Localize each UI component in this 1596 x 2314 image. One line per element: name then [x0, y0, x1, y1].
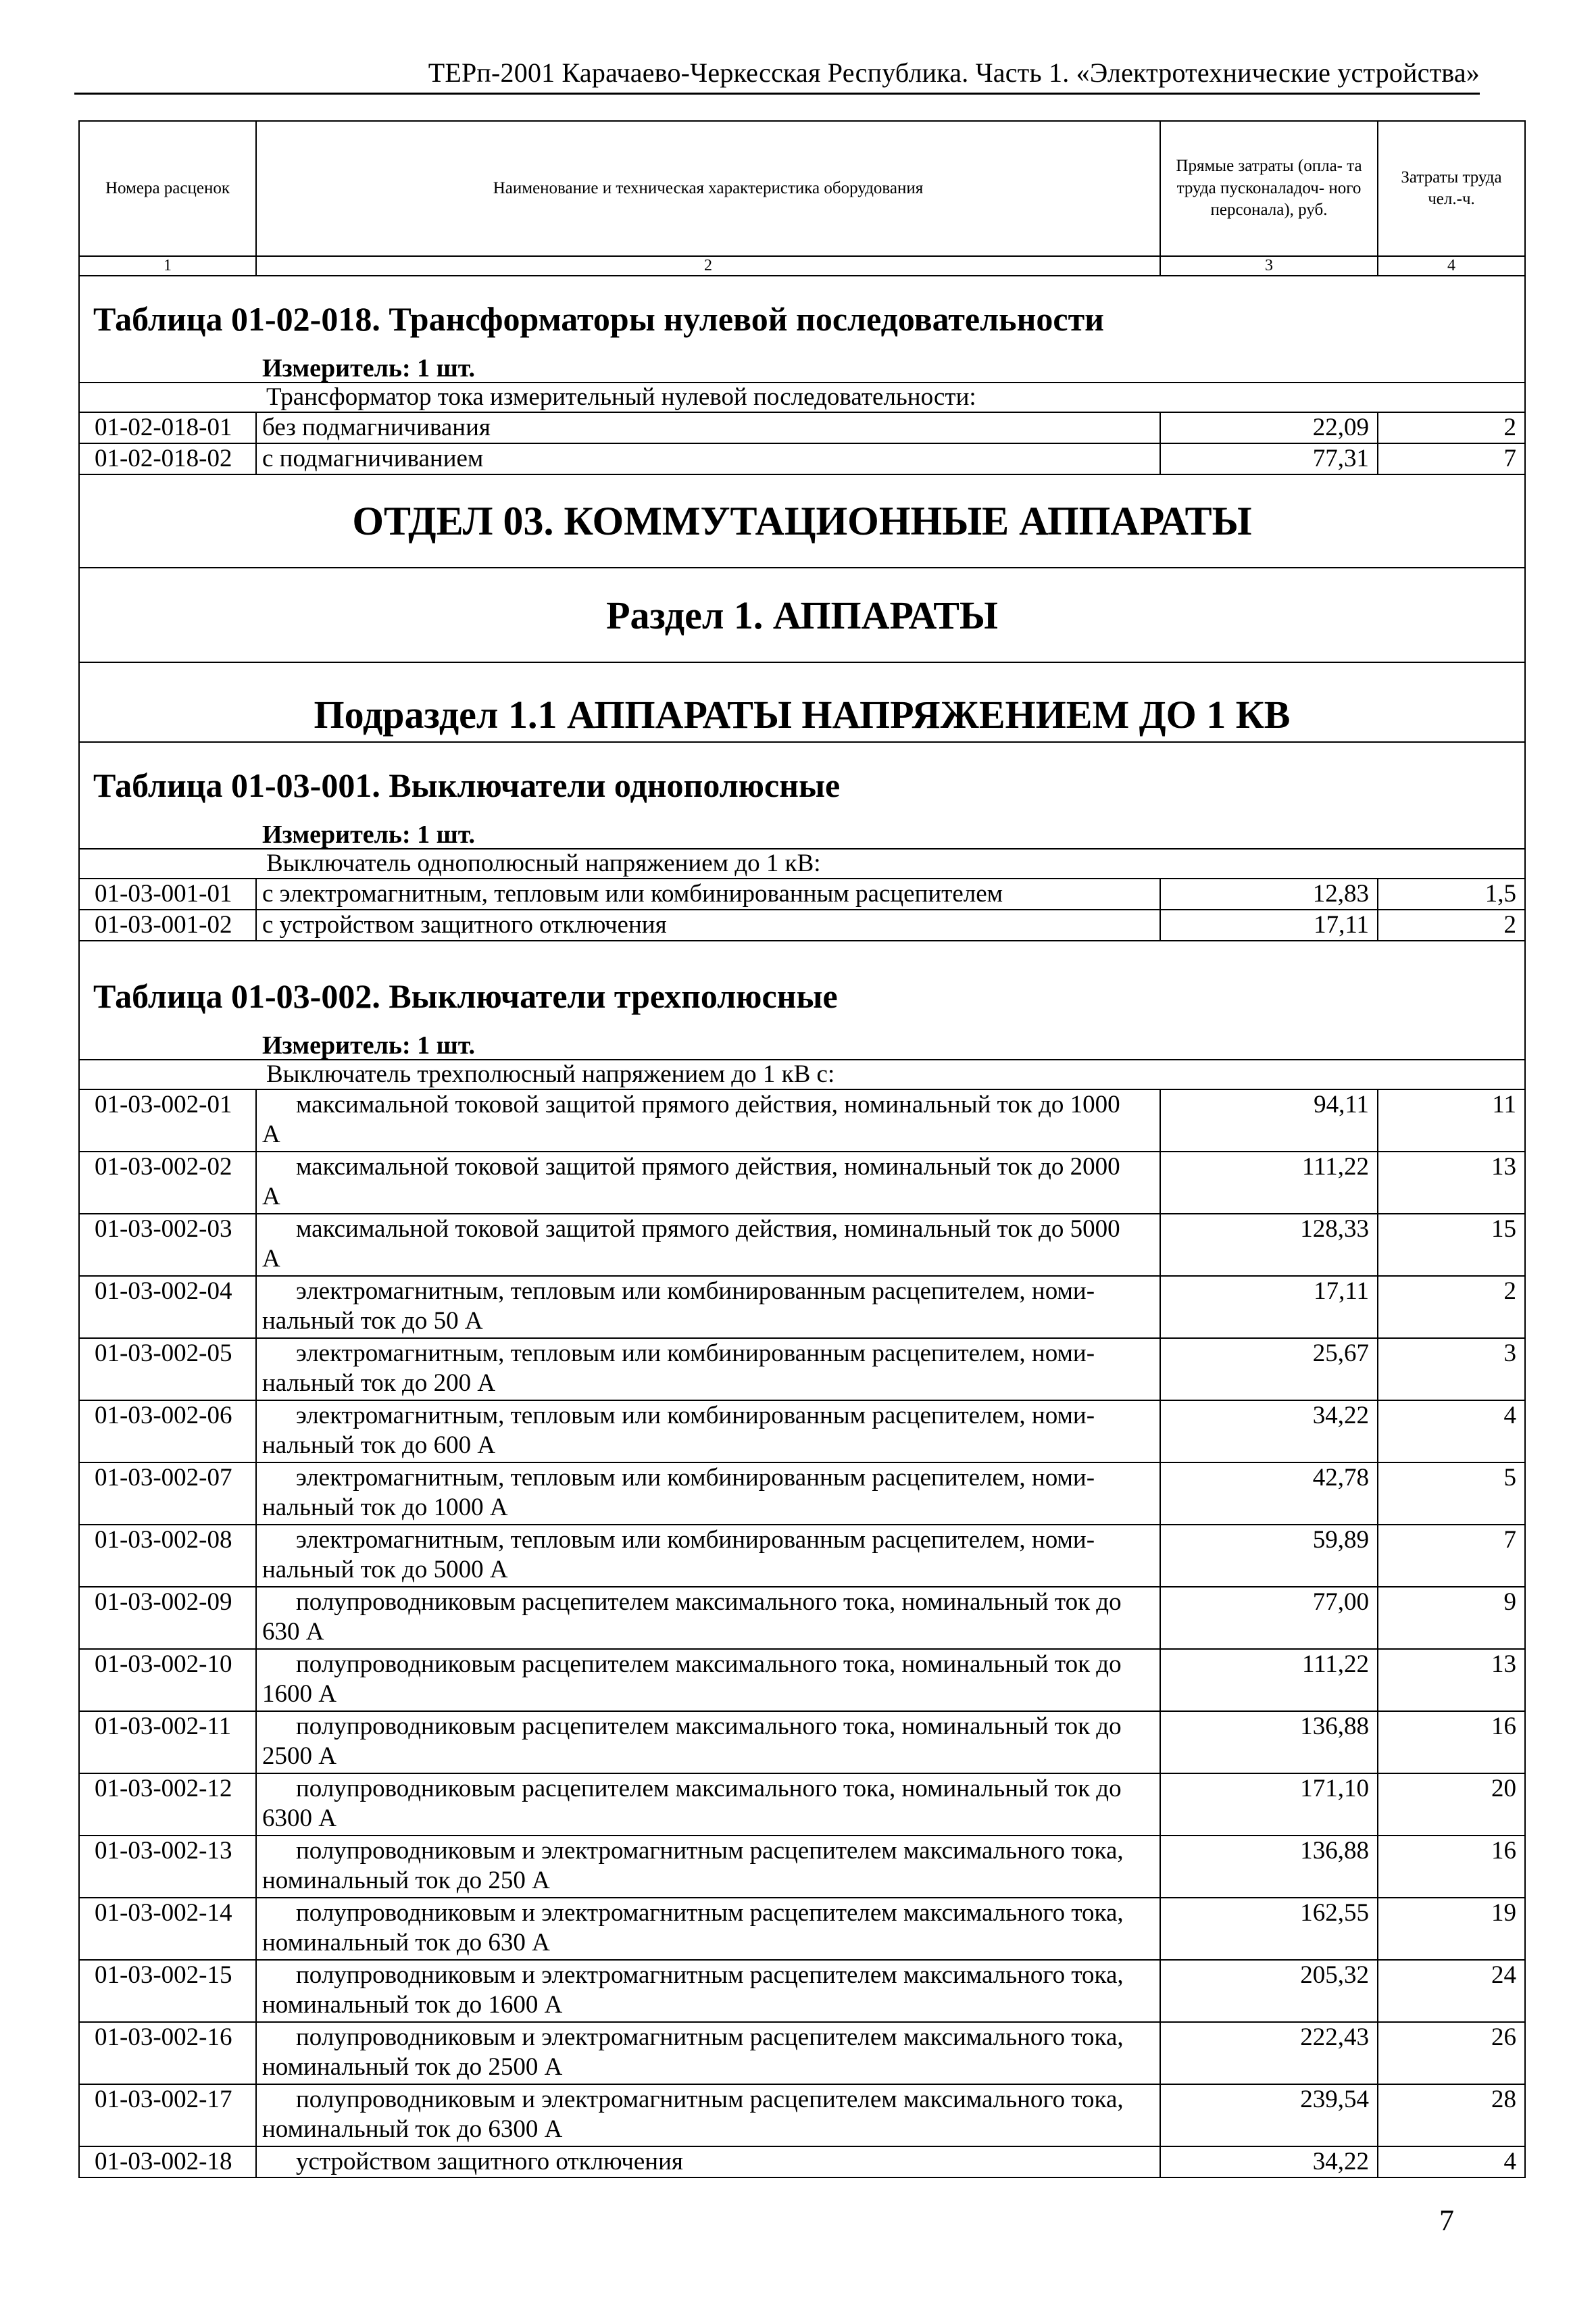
rate-name-line1: полупроводниковым и электромагнитным расцепителем максимального тока, — [296, 1899, 1124, 1927]
table-row — [79, 1711, 1525, 1773]
rate-name-line2: номинальный ток до 6300 А — [262, 2115, 563, 2143]
page-number: 7 — [1439, 2204, 1454, 2237]
col-num-3: 3 — [1160, 256, 1378, 276]
rate-name-line2: нальный ток до 5000 А — [262, 1556, 508, 1583]
rate-name-line2: нальный ток до 200 А — [262, 1369, 496, 1397]
table-row — [79, 1338, 1525, 1400]
rate-cost: 205,32 — [1160, 1960, 1378, 2022]
rate-name-line1: полупроводниковым расцепителем максимального тока, номинальный ток до — [296, 1775, 1122, 1802]
subsection-heading-row — [79, 662, 1525, 742]
subsection-heading: Подраздел 1.1 АППАРАТЫ НАПРЯЖЕНИЕМ ДО 1 КВ — [79, 662, 1525, 742]
col-num-2: 2 — [256, 256, 1160, 276]
rate-name — [256, 1400, 1160, 1462]
rate-name-line1: максимальной токовой защитой прямого действия, номинальный ток до 1000 — [296, 1091, 1120, 1118]
rate-name — [256, 1836, 1160, 1898]
table-row — [79, 879, 1525, 910]
rate-name-line1: устройством защитного отключения — [296, 2148, 683, 2175]
measure-unit: Измеритель: 1 шт. — [262, 354, 476, 383]
col-num-4: 4 — [1378, 256, 1525, 276]
rate-name — [256, 1214, 1160, 1276]
rate-code: 01-03-002-11 — [79, 1711, 256, 1773]
table-row — [79, 412, 1525, 443]
rate-name-line1: полупроводниковым расцепителем максимального тока, номинальный ток до — [296, 1650, 1122, 1678]
rate-name-line2: А — [262, 1183, 280, 1210]
rate-name-line2: нальный ток до 1000 А — [262, 1494, 508, 1521]
rate-cost: 22,09 — [1160, 412, 1378, 443]
rate-code: 01-03-002-06 — [79, 1400, 256, 1462]
table-row — [79, 1152, 1525, 1214]
rate-labor: 28 — [1378, 2084, 1525, 2146]
col-num-1: 1 — [79, 256, 256, 276]
rate-cost: 136,88 — [1160, 1836, 1378, 1898]
rate-name: с электромагнитным, тепловым или комбинированным расцепителем — [256, 879, 1160, 910]
rate-code: 01-03-002-02 — [79, 1152, 256, 1214]
measure-unit: Измеритель: 1 шт. — [262, 1031, 476, 1060]
rate-code: 01-03-002-17 — [79, 2084, 256, 2146]
rate-labor: 13 — [1378, 1152, 1525, 1214]
table-row — [79, 2146, 1525, 2177]
table-row — [79, 1773, 1525, 1836]
rate-name — [256, 1276, 1160, 1338]
rate-code: 01-03-002-13 — [79, 1836, 256, 1898]
group-row — [79, 383, 1525, 412]
rate-code: 01-03-002-15 — [79, 1960, 256, 2022]
rate-code: 01-03-002-07 — [79, 1462, 256, 1525]
section-heading-row — [79, 568, 1525, 662]
rate-code: 01-03-001-02 — [79, 910, 256, 941]
rate-cost: 128,33 — [1160, 1214, 1378, 1276]
table-row — [79, 2022, 1525, 2084]
table-row — [79, 1898, 1525, 1960]
table-row — [79, 1836, 1525, 1898]
rate-cost: 17,11 — [1160, 910, 1378, 941]
rate-labor: 24 — [1378, 1960, 1525, 2022]
rate-cost: 222,43 — [1160, 2022, 1378, 2084]
rate-name-line2: нальный ток до 50 А — [262, 1307, 483, 1335]
rate-cost: 239,54 — [1160, 2084, 1378, 2146]
rate-name — [256, 2146, 1160, 2177]
rate-name-line2: 1600 А — [262, 1680, 336, 1708]
rate-name-line1: полупроводниковым и электромагнитным расцепителем максимального тока, — [296, 2086, 1124, 2113]
department-heading-row — [79, 474, 1525, 568]
rate-labor: 9 — [1378, 1587, 1525, 1649]
rate-code: 01-03-002-03 — [79, 1214, 256, 1276]
rate-name-line1: полупроводниковым и электромагнитным расцепителем максимального тока, — [296, 2023, 1124, 2051]
rate-name-line2: номинальный ток до 250 А — [262, 1867, 550, 1894]
rate-labor: 11 — [1378, 1089, 1525, 1152]
rate-code: 01-03-002-16 — [79, 2022, 256, 2084]
group-label: Трансформатор тока измерительный нулевой последовательности: — [79, 383, 1525, 412]
measure-row — [79, 355, 1525, 383]
rate-code: 01-03-002-18 — [79, 2146, 256, 2177]
rate-code: 01-03-002-04 — [79, 1276, 256, 1338]
rate-name-line2: номинальный ток до 2500 А — [262, 2053, 563, 2081]
rate-labor: 15 — [1378, 1214, 1525, 1276]
table-row — [79, 1960, 1525, 2022]
rate-code: 01-03-002-14 — [79, 1898, 256, 1960]
rate-labor: 5 — [1378, 1462, 1525, 1525]
rate-cost: 136,88 — [1160, 1711, 1378, 1773]
rate-cost: 77,31 — [1160, 443, 1378, 474]
rate-labor: 20 — [1378, 1773, 1525, 1836]
rate-name-line2: А — [262, 1121, 280, 1148]
table-title-row — [79, 276, 1525, 355]
rate-code: 01-03-002-12 — [79, 1773, 256, 1836]
table-row — [79, 1649, 1525, 1711]
running-header: ТЕРп-2001 Карачаево-Черкесская Республика. Часть 1. «Электротехнические устройства» — [74, 57, 1480, 95]
column-header-row — [79, 121, 1525, 256]
rate-name-line1: электромагнитным, тепловым или комбинированным расцепителем, номи- — [296, 1339, 1095, 1367]
rate-name — [256, 2084, 1160, 2146]
measure-row — [79, 1032, 1525, 1060]
col-head-labor: Затраты труда чел.-ч. — [1378, 121, 1525, 256]
rate-cost: 171,10 — [1160, 1773, 1378, 1836]
rate-name — [256, 1649, 1160, 1711]
table-title-row — [79, 941, 1525, 1032]
table-title: Таблица 01-02-018. Трансформаторы нулевой последовательности — [79, 276, 1525, 355]
rate-code: 01-03-002-05 — [79, 1338, 256, 1400]
rate-name-line2: нальный ток до 600 А — [262, 1431, 496, 1459]
department-heading: ОТДЕЛ 03. КОММУТАЦИОННЫЕ АППАРАТЫ — [79, 474, 1525, 568]
rate-labor: 16 — [1378, 1711, 1525, 1773]
rate-name — [256, 1462, 1160, 1525]
rate-cost: 77,00 — [1160, 1587, 1378, 1649]
rate-labor: 2 — [1378, 1276, 1525, 1338]
rate-labor: 3 — [1378, 1338, 1525, 1400]
rate-labor: 26 — [1378, 2022, 1525, 2084]
rate-cost: 17,11 — [1160, 1276, 1378, 1338]
rate-name-line1: максимальной токовой защитой прямого действия, номинальный ток до 2000 — [296, 1153, 1120, 1181]
rate-labor: 4 — [1378, 1400, 1525, 1462]
rate-code: 01-03-002-09 — [79, 1587, 256, 1649]
rate-name: с подмагничиванием — [256, 443, 1160, 474]
rate-name — [256, 1898, 1160, 1960]
table-row — [79, 1400, 1525, 1462]
rate-labor: 7 — [1378, 1525, 1525, 1587]
table-row — [79, 1276, 1525, 1338]
rate-labor: 16 — [1378, 1836, 1525, 1898]
rate-labor: 1,5 — [1378, 879, 1525, 910]
rate-name-line1: максимальной токовой защитой прямого действия, номинальный ток до 5000 — [296, 1215, 1120, 1243]
rate-name — [256, 1152, 1160, 1214]
rate-labor: 13 — [1378, 1649, 1525, 1711]
table-row — [79, 443, 1525, 474]
rate-cost: 162,55 — [1160, 1898, 1378, 1960]
rate-name-line2: 630 А — [262, 1618, 324, 1646]
rate-labor: 7 — [1378, 443, 1525, 474]
rate-name-line2: А — [262, 1245, 280, 1273]
measure-unit: Измеритель: 1 шт. — [262, 820, 476, 849]
table-title: Таблица 01-03-001. Выключатели однополюсные — [79, 742, 1525, 821]
rate-name — [256, 1960, 1160, 2022]
rate-cost: 111,22 — [1160, 1152, 1378, 1214]
section-heading: Раздел 1. АППАРАТЫ — [79, 568, 1525, 662]
rate-name: с устройством защитного отключения — [256, 910, 1160, 941]
rate-name — [256, 2022, 1160, 2084]
group-row — [79, 849, 1525, 879]
rate-name-line2: 2500 А — [262, 1742, 336, 1770]
col-head-name: Наименование и техническая характеристика оборудования — [256, 121, 1160, 256]
rate-labor: 4 — [1378, 2146, 1525, 2177]
table-row — [79, 1214, 1525, 1276]
rate-code: 01-02-018-01 — [79, 412, 256, 443]
rate-name-line2: номинальный ток до 630 А — [262, 1929, 550, 1956]
rate-name — [256, 1089, 1160, 1152]
rate-name-line2: номинальный ток до 1600 А — [262, 1991, 563, 2019]
rate-cost: 111,22 — [1160, 1649, 1378, 1711]
price-table — [78, 120, 1526, 2178]
rate-name-line1: электромагнитным, тепловым или комбинированным расцепителем, номи- — [296, 1277, 1095, 1305]
table-title-row — [79, 742, 1525, 821]
rate-cost: 94,11 — [1160, 1089, 1378, 1152]
group-label: Выключатель трехполюсный напряжением до 1 кВ с: — [79, 1060, 1525, 1089]
table-row — [79, 1587, 1525, 1649]
measure-row — [79, 821, 1525, 849]
rate-name-line1: полупроводниковым и электромагнитным расцепителем максимального тока, — [296, 1961, 1124, 1989]
rate-name-line1: полупроводниковым расцепителем максимального тока, номинальный ток до — [296, 1588, 1122, 1616]
rate-cost: 42,78 — [1160, 1462, 1378, 1525]
rate-name-line1: полупроводниковым расцепителем максимального тока, номинальный ток до — [296, 1713, 1122, 1740]
rate-code: 01-02-018-02 — [79, 443, 256, 474]
table-row — [79, 2084, 1525, 2146]
rate-name-line1: электромагнитным, тепловым или комбинированным расцепителем, номи- — [296, 1464, 1095, 1492]
table-row — [79, 910, 1525, 941]
rate-name: без подмагничивания — [256, 412, 1160, 443]
table-row — [79, 1089, 1525, 1152]
rate-name — [256, 1338, 1160, 1400]
col-head-codes: Номера расценок — [79, 121, 256, 256]
rate-cost: 59,89 — [1160, 1525, 1378, 1587]
group-row — [79, 1060, 1525, 1089]
table-title: Таблица 01-03-002. Выключатели трехполюсные — [79, 941, 1525, 1032]
rate-labor: 2 — [1378, 412, 1525, 443]
rate-name-line1: электромагнитным, тепловым или комбинированным расцепителем, номи- — [296, 1526, 1095, 1554]
rate-labor: 19 — [1378, 1898, 1525, 1960]
rate-name-line1: полупроводниковым и электромагнитным расцепителем максимального тока, — [296, 1837, 1124, 1865]
column-number-row — [79, 256, 1525, 276]
rate-name — [256, 1711, 1160, 1773]
table-row — [79, 1462, 1525, 1525]
col-head-direct-costs: Прямые затраты (опла- та труда пусконаладоч- ного персонала), руб. — [1160, 121, 1378, 256]
rate-code: 01-03-002-10 — [79, 1649, 256, 1711]
group-label: Выключатель однополюсный напряжением до 1 кВ: — [79, 849, 1525, 879]
rate-name — [256, 1587, 1160, 1649]
rate-code: 01-03-002-08 — [79, 1525, 256, 1587]
rate-code: 01-03-001-01 — [79, 879, 256, 910]
rate-code: 01-03-002-01 — [79, 1089, 256, 1152]
rate-cost: 12,83 — [1160, 879, 1378, 910]
rate-name — [256, 1525, 1160, 1587]
rate-name — [256, 1773, 1160, 1836]
table-row — [79, 1525, 1525, 1587]
rate-labor: 2 — [1378, 910, 1525, 941]
rate-name-line2: 6300 А — [262, 1804, 336, 1832]
rate-name-line1: электромагнитным, тепловым или комбинированным расцепителем, номи- — [296, 1402, 1095, 1429]
rate-cost: 25,67 — [1160, 1338, 1378, 1400]
rate-cost: 34,22 — [1160, 2146, 1378, 2177]
price-table-page — [78, 120, 1524, 2178]
rate-cost: 34,22 — [1160, 1400, 1378, 1462]
